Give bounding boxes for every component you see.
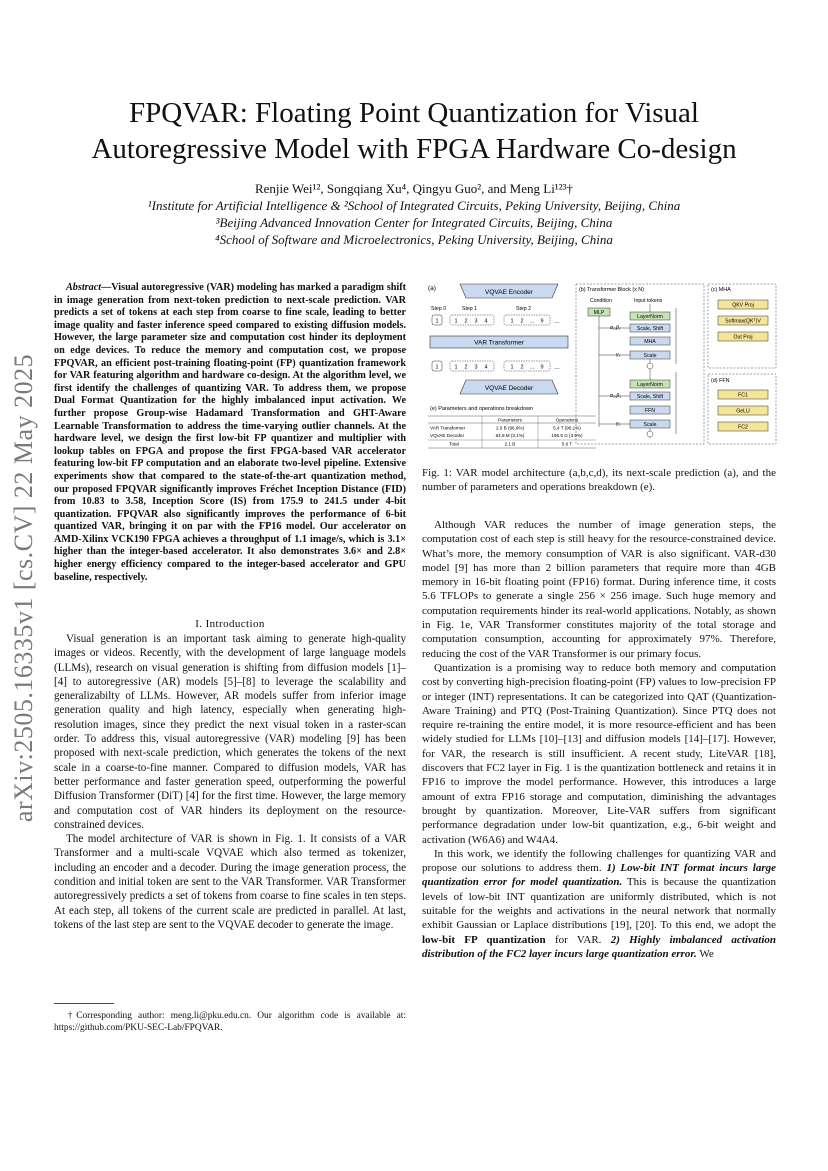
- panel-e-title: (e) Parameters and operations breakdown: [430, 406, 534, 412]
- table-cell: VAR Transformer: [430, 425, 466, 431]
- right-paragraph-1: Although VAR reduces the number of image generation steps, the computation cost of each step is still heavy for the resource-constrained device. What’s more, the memory consumption of VAR is also significant. VAR-d30 model [9] has more than 2 billion parameters that require more than 4GB memory in 16-bit floating point (FP16) format. During inference time, it costs 5.6 TFLOPs to generate a single 256 × 256 image. Such huge memory and computation requirements hinder its real-world applications. Notably, as shown in Fig. 1e, VAR Transformer constitutes majority of the total storage and computation consumption, accounting for approximately 97%. Therefore, reducing the cost of the VAR Transformer is our primary focus.: [422, 519, 776, 660]
- gelu-label: GeLU: [736, 408, 750, 415]
- svg-text:9: 9: [540, 364, 544, 371]
- softmax-label: Softmax(QKᵀ)V: [725, 318, 761, 325]
- mha-label: MHA: [644, 339, 656, 345]
- gamma2-label: γ₂: [616, 421, 621, 427]
- low-bit-fp-emphasis: low-bit FP quantization: [422, 933, 546, 946]
- affiliation-3: ⁴School of Software and Microelectronics, Peking University, Beijing, China: [215, 232, 613, 247]
- text-run: We: [696, 947, 714, 960]
- footnote-text: †Corresponding author: meng.li@pku.edu.cn. Our algorithm code is available at: https://github.com/PKU-SEC-Lab/FPQVAR.: [54, 1011, 406, 1033]
- svg-text:1: 1: [510, 364, 514, 371]
- intro-paragraph-2: The model architecture of VAR is shown in Fig. 1. It consists of a VAR Transformer and a multi-scale VQVAE which also termed as tokenizer, including an encoder and a decoder. During the image generation process, the condition and initial token are sent to the VAR Transformer. VAR Transformer autoregressively predicts a set of tokens from coarse to fine scales in ten steps. At each step, all tokens of the current scale are predicted in parallel. At last, tokens of the last step are sent to the VQVAE decoder to generate the image.: [54, 833, 406, 931]
- table-cell: 2.1 B: [504, 441, 516, 447]
- vqvae-decoder-label: VQVAE Decoder: [484, 385, 534, 392]
- svg-text:1: 1: [454, 364, 458, 371]
- ellipsis-bottom: …: [554, 365, 560, 371]
- svg-text:2: 2: [464, 364, 468, 371]
- scale-1-label: Scale: [643, 353, 657, 359]
- layernorm-2-label: LayerNorm: [637, 382, 663, 388]
- input-tokens-label: Input tokens: [634, 298, 663, 304]
- mlp-label: MLP: [593, 310, 605, 316]
- footnote: [54, 1010, 406, 1034]
- residual-add-1: [647, 363, 653, 369]
- text-run: for VAR.: [545, 933, 611, 946]
- svg-text:2: 2: [464, 318, 468, 325]
- introduction-body: [54, 632, 406, 932]
- svg-text:3: 3: [474, 364, 478, 371]
- svg-text:4: 4: [484, 318, 488, 325]
- figure-caption: Fig. 1: VAR model architecture (a,b,c,d), its next-scale prediction (a), and the number of parameters and operations breakdown (e).: [422, 467, 776, 494]
- scale-2-label: Scale: [643, 422, 657, 428]
- challenge-1: 1) Low-bit INT format incurs large quantization error for model quantization.: [422, 862, 776, 889]
- figure-1: [424, 282, 778, 450]
- right-paragraph-2: Quantization is a promising way to reduce both memory and computation cost by converting high-precision floating-point (FP) values to low-precision FP or integer (INT) representations. It can be categorized into QAT (Quantization-Aware Training) and PTQ (Post-Training Quantization). Since PTQ does not require re-training the entire model, it is more resource-efficient and has been widely studied for LLMs [10]–[13] and diffusion models [14]–[17]. However, for VAR, the research is still insufficient. A recent study, LiteVAR [18], discovers that FC2 layer in Fig. 1 is the quantization bottleneck and retains it in FP16 to improve the model performance. However, this introduces a large amount of extra FP16 storage and computation, diminishing the advantages brought by quantization. Moreover, Lite-VAR suffers from significant performance degradation under low-bit quantization, e.g., 6-bit weight and activation (W6A6) and W4A4.: [422, 661, 776, 846]
- alpha2-beta2-label: α₂,β₂: [610, 393, 622, 399]
- ffn-label: FFN: [644, 408, 656, 414]
- residual-add-2: [647, 431, 653, 437]
- table-cell: 2.0 B (96.9%): [495, 425, 525, 431]
- table-cell: Total: [449, 441, 459, 447]
- arxiv-id: arXiv:2505.16335v1 [cs.CV] 22 May 2025: [9, 353, 38, 823]
- affiliation-2: ³Beijing Advanced Innovation Center for Integrated Circuits, Beijing, China: [215, 215, 613, 230]
- author-names: Renjie Wei¹², Songqiang Xu⁴, Qingyu Guo², and Meng Li¹²³†: [254, 181, 574, 196]
- svg-text:…: …: [529, 364, 535, 371]
- scale-shift-1-label: Scale, Shift: [636, 326, 664, 332]
- figure-1-diagram: [424, 282, 778, 450]
- alpha1-beta1-label: α₁,β₁: [610, 325, 621, 331]
- var-transformer-label: VAR Transformer: [474, 339, 524, 347]
- table-cell: 64.8 M (3.1%): [495, 433, 525, 438]
- arxiv-side-stamp: [4, 338, 44, 838]
- title-line-1: FPQVAR: Floating Point Quantization for Visual: [129, 97, 699, 129]
- vqvae-encoder-label: VQVAE Encoder: [485, 289, 533, 296]
- table-cell: 196.5 G (3.9%): [551, 433, 583, 438]
- svg-text:9: 9: [540, 318, 544, 325]
- text-run: In this work, we identify the following challenges for quantizing VAR and propose our solutions to address them.: [422, 847, 776, 875]
- abstract: [54, 282, 406, 584]
- ellipsis-top: …: [554, 319, 560, 325]
- svg-text:1: 1: [510, 318, 514, 325]
- scale-shift-2-label: Scale, Shift: [636, 394, 664, 400]
- panel-a-label: (a): [428, 285, 436, 292]
- out-proj-label: Out Proj: [733, 334, 753, 341]
- right-paragraph-3: [422, 847, 776, 961]
- condition-label: Condition: [590, 298, 612, 304]
- svg-text:3: 3: [474, 318, 478, 325]
- abstract-label: Abstract: [66, 282, 102, 293]
- table-header-params: Parameters: [498, 417, 522, 423]
- step-2-label: Step 2: [516, 306, 531, 312]
- svg-text:1: 1: [435, 318, 439, 325]
- author-block: [60, 180, 768, 248]
- paper-title: [60, 95, 768, 167]
- footnote-rule: [54, 1003, 114, 1004]
- table-cell: VQVAE Decoder: [430, 433, 465, 438]
- text-run: This is because the quantization levels of low-bit INT quantization are uniformly distributed, which is not suitable for the weights and activations in the neural network that normally exhibit Gaussian or Laplace distributions [19], [20]. To this end, we adopt the: [422, 876, 776, 932]
- svg-text:2: 2: [520, 364, 524, 371]
- right-column-body: [422, 518, 776, 961]
- challenge-2: 2) Highly imbalanced activation distribution of the FC2 layer incurs large quantization error.: [422, 933, 776, 960]
- table-cell: 5.4 T (96.1%): [553, 425, 581, 431]
- svg-text:…: …: [529, 318, 535, 325]
- panel-b-title: (b) Transformer Block (x N): [579, 287, 644, 293]
- step-1-label: Step 1: [462, 306, 477, 312]
- section-heading-introduction: I. Introduction: [195, 618, 265, 630]
- affiliation-1: ¹Institute for Artificial Intelligence & ²School of Integrated Circuits, Peking University, Beijing, China: [147, 198, 681, 213]
- svg-text:1: 1: [454, 318, 458, 325]
- table-cell: 5.6 T: [561, 441, 573, 447]
- svg-text:4: 4: [484, 364, 488, 371]
- table-header-ops: Operations: [555, 417, 579, 423]
- panel-d-title: (d) FFN: [711, 378, 730, 384]
- svg-text:1: 1: [435, 364, 439, 371]
- abstract-text: —Visual autoregressive (VAR) modeling has marked a paradigm shift in image generation from next-token prediction to next-scale prediction. VAR predicts a set of tokens at each step from coarse to fine scale, leading to better image quality and faster inference speed compared to existing diffusion models. However, the large parameter size and computation cost hinder its deployment on edge devices. To reduce the memory and computation cost, we propose FPQVAR, an efficient post-training floating-point (FP) quantization framework for VAR featuring algorithm and hardware co-design. At the algorithm level, we first identify the challenges of quantizing VAR. To address them, we propose Dual Format Quantization for the highly imbalanced input activation. We further propose Group-wise Hadamard Transformation and GHT-Aware Learnable Transformation to address the time-varying outlier channels. At the hardware level, we design the first low-bit FP quantizer and multiplier with lookup tables on FPGA and propose the first FPGA-based VAR accelerator featuring low-bit FP computation and an elaborate two-level pipeline. Extensive experiments show that compared to the state-of-the-art quantization method, our proposed FPQVAR significantly improves Fréchet Inception Distance (FID) from 10.83 to 3.58, Inception Score (IS) from 175.9 to 241.5 under 4-bit quantization. FPQVAR also significantly improves the performance of 6-bit quantized VAR, bringing it on par with the FP16 model. Our accelerator on AMD-Xilinx VCK190 FPGA achieves a throughput of 1.1 image/s, which is 3.1× higher than the integer-based accelerator. It also demonstrates 3.6× and 2.8× higher energy efficiency compared to the integer-based accelerator and GPU baseline, respectively.: [54, 282, 406, 583]
- panel-c-frame: [708, 284, 776, 368]
- qkv-proj-label: QKV Proj: [732, 302, 754, 309]
- fc1-label: FC1: [738, 392, 748, 399]
- gamma1-label: γ₁: [616, 352, 621, 358]
- panel-c-title: (c) MHA: [711, 287, 731, 293]
- layernorm-1-label: LayerNorm: [637, 314, 663, 320]
- intro-paragraph-1: Visual generation is an important task aiming to generate high-quality images or videos. Recently, with the development of large language models (LLMs), research on visual generation is shifting from diffusion models [1]–[4] to autoregressive (AR) models [5]–[8] to leverage the scalability and generalizabilty of LLMs. However, AR models suffer from inferior image generation quality and high latency, especially when generating high-resolution images, since they predict the next visual token in a raster-scan order. To address this, visual autoregressive (VAR) modeling [9] has been proposed with next-scale prediction, which generates the tokens of the next scale in a coarse-to-fine manner. Compared to diffusion models, VAR has better performance and faster generation speed, outperforming the powerful Diffusion Transformer (DiT) [4] for the first time. However, the large memory and computation cost of VAR hinders its deployment on the resource-constrained devices.: [54, 633, 406, 831]
- fc2-label: FC2: [738, 424, 748, 431]
- step-0-label: Step 0: [431, 306, 446, 312]
- svg-text:2: 2: [520, 318, 524, 325]
- title-line-2: Autoregressive Model with FPGA Hardware Co-design: [91, 133, 737, 165]
- breakdown-table: [428, 416, 596, 448]
